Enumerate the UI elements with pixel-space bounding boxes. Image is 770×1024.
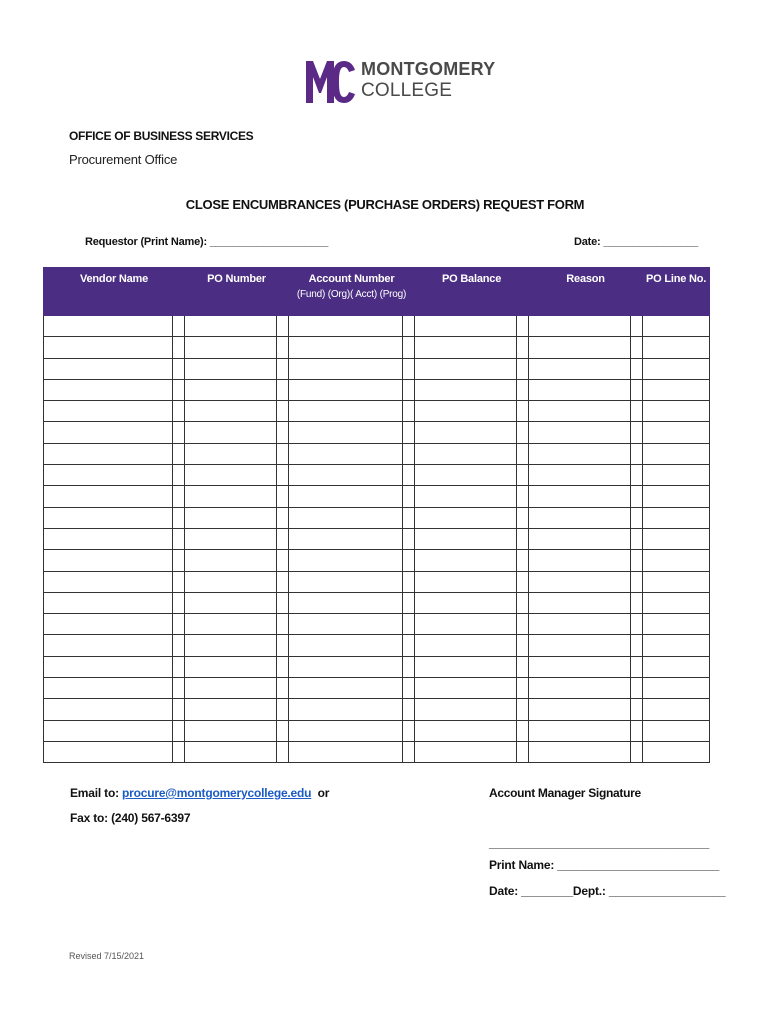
col-account-number-sub: (Fund) (Org)( Acct) (Prog) [296,289,407,300]
table-spacer-cell [631,358,643,379]
table-cell[interactable] [415,699,517,720]
table-spacer-cell [631,614,643,635]
table-spacer-cell [631,507,643,528]
table-spacer-cell [173,507,185,528]
table-spacer-cell [517,316,529,337]
table-spacer-cell [631,465,643,486]
table-spacer-cell [517,678,529,699]
table-row [44,720,710,741]
table-cell[interactable] [289,528,403,549]
table-cell[interactable] [529,635,631,656]
table-cell[interactable] [529,550,631,571]
table-spacer-cell [517,465,529,486]
table-cell[interactable] [44,422,173,443]
table-cell[interactable] [643,656,710,677]
table-cell[interactable] [415,422,517,443]
table-cell[interactable] [185,741,277,762]
table-cell[interactable] [643,379,710,400]
table-row [44,465,710,486]
table-cell[interactable] [529,401,631,422]
table-spacer-cell [517,635,529,656]
table-spacer-cell [403,486,415,507]
table-spacer-cell [277,528,289,549]
table-spacer-cell [277,465,289,486]
table-cell[interactable] [415,358,517,379]
revision-note: Revised 7/15/2021 [69,951,145,961]
table-cell[interactable] [643,699,710,720]
table-cell[interactable] [185,337,277,358]
table-spacer-cell [173,720,185,741]
table-cell[interactable] [44,507,173,528]
table-cell[interactable] [44,592,173,613]
table-cell[interactable] [643,571,710,592]
table-cell[interactable] [44,379,173,400]
table-cell[interactable] [643,316,710,337]
table-spacer-cell [403,443,415,464]
table-cell[interactable] [643,358,710,379]
college-logo [305,57,496,107]
table-cell[interactable] [185,358,277,379]
table-spacer-cell [517,550,529,571]
table-cell[interactable] [289,337,403,358]
form-title: CLOSE ENCUMBRANCES (PURCHASE ORDERS) REQUEST FORM [185,197,585,212]
table-cell[interactable] [44,358,173,379]
table-spacer-cell [631,678,643,699]
table-cell[interactable] [643,507,710,528]
table-cell[interactable] [643,614,710,635]
table-spacer-cell [277,699,289,720]
table-cell[interactable] [415,528,517,549]
table-spacer-cell [517,741,529,762]
table-spacer-cell [277,337,289,358]
table-spacer-cell [403,316,415,337]
table-row [44,486,710,507]
table-spacer-cell [631,337,643,358]
table-cell[interactable] [643,422,710,443]
table-spacer-cell [277,571,289,592]
table-cell[interactable] [415,486,517,507]
table-cell[interactable] [289,720,403,741]
table-cell[interactable] [643,465,710,486]
table-spacer-cell [517,614,529,635]
table-spacer-cell [517,401,529,422]
logo-line-1: MONTGOMERY [361,59,496,79]
table-spacer-cell [277,656,289,677]
table-spacer-cell [173,422,185,443]
table-cell[interactable] [185,678,277,699]
table-cell[interactable] [415,678,517,699]
table-cell[interactable] [185,614,277,635]
table-spacer-cell [631,528,643,549]
table-row [44,358,710,379]
table-spacer-cell [631,741,643,762]
table-cell[interactable] [529,678,631,699]
table-cell[interactable] [185,507,277,528]
table-cell[interactable] [289,379,403,400]
table-spacer-cell [517,422,529,443]
table-cell[interactable] [415,465,517,486]
table-spacer-cell [403,720,415,741]
table-cell[interactable] [185,486,277,507]
table-cell[interactable] [185,656,277,677]
table-cell[interactable] [643,401,710,422]
table-row [44,379,710,400]
table-cell[interactable] [529,614,631,635]
table-spacer-cell [631,379,643,400]
table-spacer-cell [517,358,529,379]
table-cell[interactable] [415,614,517,635]
table-spacer-cell [277,614,289,635]
requestor-field[interactable]: Requestor (Print Name): ____________________ [85,236,329,248]
table-spacer-cell [517,528,529,549]
table-spacer-cell [403,656,415,677]
table-cell[interactable] [289,316,403,337]
table-cell[interactable] [529,486,631,507]
table-spacer-cell [277,741,289,762]
table-cell[interactable] [643,550,710,571]
table-spacer-cell [403,614,415,635]
table-cell[interactable] [289,465,403,486]
col-po-balance: PO Balance [415,268,529,316]
table-cell[interactable] [289,592,403,613]
table-cell[interactable] [289,656,403,677]
table-cell[interactable] [529,699,631,720]
table-spacer-cell [403,592,415,613]
table-spacer-cell [173,592,185,613]
table-spacer-cell [631,720,643,741]
table-cell[interactable] [44,741,173,762]
table-spacer-cell [173,337,185,358]
table-cell[interactable] [529,379,631,400]
table-row [44,571,710,592]
table-cell[interactable] [44,699,173,720]
table-cell[interactable] [643,337,710,358]
table-spacer-cell [277,486,289,507]
table-cell[interactable] [185,720,277,741]
table-spacer-cell [277,678,289,699]
table-cell[interactable] [44,528,173,549]
table-spacer-cell [277,592,289,613]
table-spacer-cell [517,443,529,464]
table-cell[interactable] [289,422,403,443]
table-spacer-cell [631,401,643,422]
table-cell[interactable] [529,358,631,379]
col-reason: Reason [529,268,643,316]
table-row [44,422,710,443]
print-name-field[interactable]: Print Name: _________________________ [489,858,720,872]
table-spacer-cell [173,699,185,720]
table-cell[interactable] [44,486,173,507]
table-spacer-cell [403,379,415,400]
table-cell[interactable] [185,443,277,464]
table-spacer-cell [631,486,643,507]
table-cell[interactable] [643,720,710,741]
table-spacer-cell [631,550,643,571]
table-spacer-cell [277,379,289,400]
table-spacer-cell [517,486,529,507]
table-spacer-cell [403,358,415,379]
table-header-row [44,268,710,316]
email-line: Email to: procure@montgomerycollege.edu or [70,786,330,800]
table-cell[interactable] [289,550,403,571]
table-row [44,401,710,422]
fax-line: Fax to: (240) 567-6397 [70,811,191,825]
table-cell[interactable] [44,550,173,571]
table-cell[interactable] [185,699,277,720]
table-cell[interactable] [415,720,517,741]
table-spacer-cell [173,316,185,337]
table-spacer-cell [631,316,643,337]
table-cell[interactable] [44,656,173,677]
table-spacer-cell [631,656,643,677]
table-spacer-cell [173,741,185,762]
table-spacer-cell [517,720,529,741]
table-spacer-cell [631,635,643,656]
table-row [44,592,710,613]
table-spacer-cell [631,443,643,464]
table-spacer-cell [517,699,529,720]
col-account-number: Account Number (Fund) (Org)( Acct) (Prog) [289,268,415,316]
signature-title: Account Manager Signature [489,786,641,800]
table-spacer-cell [173,571,185,592]
table-cell[interactable] [415,656,517,677]
table-cell[interactable] [643,528,710,549]
table-cell[interactable] [289,401,403,422]
table-spacer-cell [277,720,289,741]
table-cell[interactable] [185,379,277,400]
table-cell[interactable] [415,379,517,400]
table-spacer-cell [403,507,415,528]
table-cell[interactable] [44,465,173,486]
table-row [44,614,710,635]
table-row [44,528,710,549]
table-cell[interactable] [289,699,403,720]
table-cell[interactable] [44,443,173,464]
table-spacer-cell [517,507,529,528]
request-table [43,267,709,763]
table-spacer-cell [173,401,185,422]
table-spacer-cell [173,379,185,400]
table-row [44,443,710,464]
table-cell[interactable] [529,507,631,528]
table-spacer-cell [631,592,643,613]
table-spacer-cell [173,656,185,677]
table-spacer-cell [403,635,415,656]
table-cell[interactable] [529,316,631,337]
table-spacer-cell [277,422,289,443]
table-spacer-cell [403,550,415,571]
table-cell[interactable] [44,316,173,337]
table-cell[interactable] [415,401,517,422]
table-row [44,635,710,656]
table-cell[interactable] [289,358,403,379]
table-row [44,507,710,528]
table-spacer-cell [277,316,289,337]
table-cell[interactable] [415,550,517,571]
table-spacer-cell [173,358,185,379]
table-cell[interactable] [289,635,403,656]
table-row [44,316,710,337]
col-po-line-no: PO Line No. [643,268,710,316]
table-cell[interactable] [185,635,277,656]
table-spacer-cell [277,507,289,528]
table-spacer-cell [173,550,185,571]
table-cell[interactable] [643,486,710,507]
table-spacer-cell [173,678,185,699]
date-field[interactable]: Date: ________________ [574,236,699,248]
table-spacer-cell [631,422,643,443]
table-cell[interactable] [415,635,517,656]
table-spacer-cell [631,699,643,720]
table-cell[interactable] [289,571,403,592]
table-spacer-cell [517,337,529,358]
table-spacer-cell [403,741,415,762]
table-spacer-cell [173,614,185,635]
table-cell[interactable] [289,741,403,762]
table-spacer-cell [403,571,415,592]
table-spacer-cell [173,465,185,486]
table-spacer-cell [403,678,415,699]
table-row [44,550,710,571]
table-row [44,699,710,720]
table-cell[interactable] [44,635,173,656]
table-spacer-cell [173,443,185,464]
table-cell[interactable] [529,720,631,741]
table-row [44,337,710,358]
table-cell[interactable] [529,443,631,464]
table-spacer-cell [277,635,289,656]
table-cell[interactable] [529,422,631,443]
table-cell[interactable] [44,678,173,699]
table-cell[interactable] [415,592,517,613]
table-spacer-cell [517,379,529,400]
table-spacer-cell [403,528,415,549]
table-cell[interactable] [289,614,403,635]
table-spacer-cell [403,401,415,422]
table-cell[interactable] [415,507,517,528]
email-link[interactable]: procure@montgomerycollege.edu [122,786,312,800]
table-cell[interactable] [415,337,517,358]
table-row [44,656,710,677]
table-spacer-cell [403,422,415,443]
table-cell[interactable] [643,678,710,699]
table-cell[interactable] [185,592,277,613]
table-cell[interactable] [185,316,277,337]
table-cell[interactable] [185,571,277,592]
table-cell[interactable] [289,443,403,464]
table-cell[interactable] [289,486,403,507]
table-cell[interactable] [529,465,631,486]
table-cell[interactable] [643,741,710,762]
col-vendor-name: Vendor Name [44,268,185,316]
table-cell[interactable] [415,316,517,337]
table-cell[interactable] [44,720,173,741]
table-cell[interactable] [529,571,631,592]
mc-monogram-icon [305,57,357,105]
table-cell[interactable] [185,465,277,486]
table-cell[interactable] [415,741,517,762]
date-dept-field[interactable]: Date: ________Dept.: __________________ [489,884,726,898]
signature-field[interactable]: _________________________________ [489,836,710,850]
table-spacer-cell [277,358,289,379]
table-cell[interactable] [44,571,173,592]
table-cell[interactable] [529,337,631,358]
table-row [44,741,710,762]
table-cell[interactable] [185,401,277,422]
table-spacer-cell [403,699,415,720]
table-cell[interactable] [185,528,277,549]
col-po-number: PO Number [185,268,289,316]
table-spacer-cell [277,401,289,422]
table-cell[interactable] [529,592,631,613]
table-spacer-cell [173,528,185,549]
table-cell[interactable] [289,507,403,528]
table-cell[interactable] [415,571,517,592]
table-spacer-cell [277,443,289,464]
table-cell[interactable] [529,656,631,677]
table-cell[interactable] [529,741,631,762]
logo-line-2: COLLEGE [361,80,453,101]
table-cell[interactable] [643,592,710,613]
table-cell[interactable] [529,528,631,549]
table-cell[interactable] [185,422,277,443]
table-spacer-cell [517,592,529,613]
table-cell[interactable] [44,337,173,358]
department-name: Procurement Office [69,152,178,167]
table-cell[interactable] [643,635,710,656]
table-cell[interactable] [643,443,710,464]
table-spacer-cell [277,550,289,571]
table-spacer-cell [631,571,643,592]
table-spacer-cell [173,486,185,507]
table-cell[interactable] [185,550,277,571]
table-row [44,678,710,699]
table-cell[interactable] [44,401,173,422]
table-spacer-cell [517,571,529,592]
table-spacer-cell [517,656,529,677]
table-spacer-cell [403,465,415,486]
office-title: OFFICE OF BUSINESS SERVICES [69,129,254,143]
table-cell[interactable] [289,678,403,699]
table-spacer-cell [403,337,415,358]
table-cell[interactable] [415,443,517,464]
table-spacer-cell [173,635,185,656]
table-cell[interactable] [44,614,173,635]
